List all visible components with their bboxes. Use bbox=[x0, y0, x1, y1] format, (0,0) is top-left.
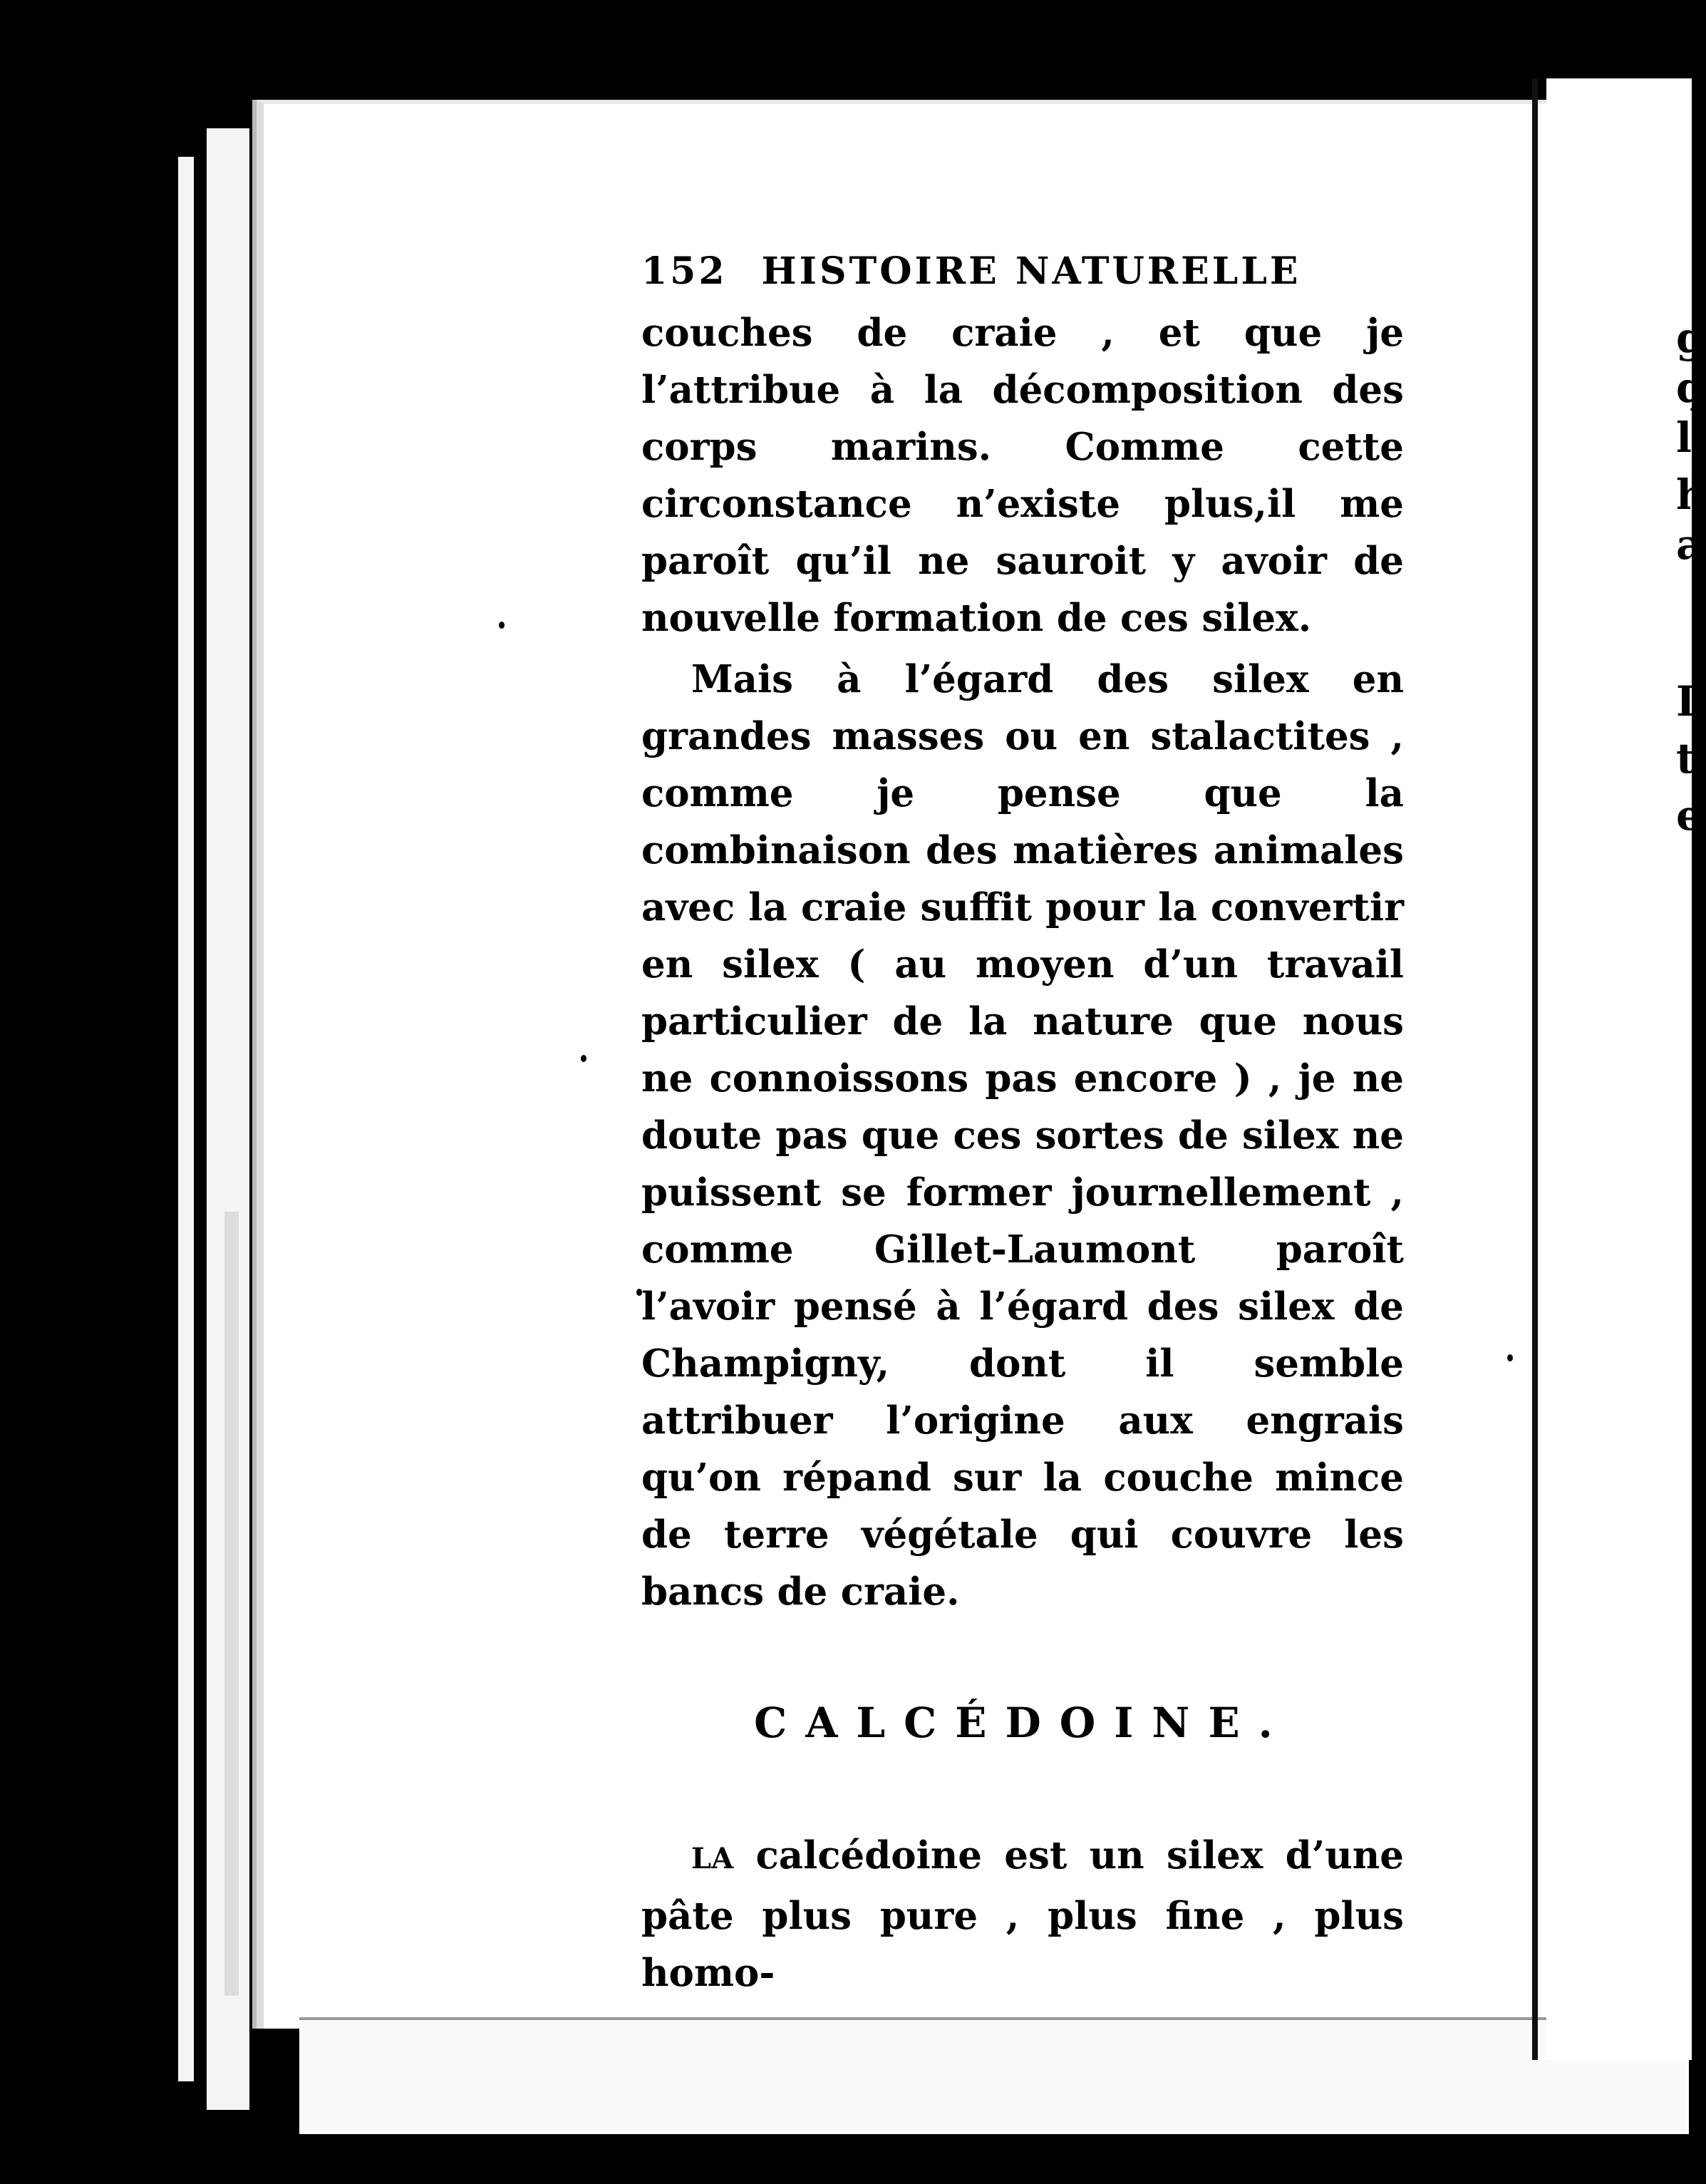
facing-page-fragment: h bbox=[1676, 470, 1706, 519]
paragraph-continued: couches de craie , et que je l’attribue à la décomposition des corps marins. Comme cette circonstance n’existe plus,il me paroît qu’il ne sauroit y avoir de nouvelle formation de ces silex. bbox=[641, 311, 1404, 640]
ink-speck bbox=[581, 1055, 586, 1062]
small-caps-opening: LA bbox=[691, 1842, 734, 1875]
ink-speck bbox=[499, 622, 505, 629]
running-head bbox=[641, 249, 1404, 293]
section-paragraph-text: calcédoine est un silex d’une pâte plus pure , plus fine , plus homo- bbox=[641, 1833, 1404, 1995]
facing-page bbox=[1546, 78, 1692, 2060]
ink-speck bbox=[1507, 1354, 1513, 1361]
facing-page-fragment: l bbox=[1676, 413, 1692, 462]
page-number: 152 bbox=[641, 249, 728, 293]
running-title: HISTOIRE NATURELLE bbox=[761, 249, 1301, 293]
page-text-block bbox=[641, 249, 1404, 2002]
facing-page-fragment: t bbox=[1676, 734, 1695, 783]
facing-page-fragment: q bbox=[1676, 364, 1705, 412]
page-bottom-edge bbox=[299, 2017, 1689, 2134]
facing-page-fragment: e bbox=[1676, 791, 1702, 840]
facing-page-fragment: g bbox=[1676, 314, 1705, 362]
book-gutter bbox=[1532, 78, 1538, 2060]
section-heading: CALCÉDOINE. bbox=[754, 1699, 1291, 1747]
page-edge bbox=[224, 1212, 239, 1996]
paragraph: Mais à l’égard des silex en grandes masses ou en stalactites , comme je pense que la combinaison des matières animales avec la craie suffit pour la convertir en silex ( au moyen d’un travail particulier de la nature que nous ne connoissons pas encore ) , je ne doute pas que ces sortes de silex ne puissent se former journellement , comme Gillet-Laumont paroît l’avoir pensé à l’égard des silex de Champigny, dont il semble attribuer l’origine aux engrais qu’on répand sur la couche mince de terre végétale qui couvre les bancs de craie. bbox=[641, 657, 1404, 1614]
section-paragraph bbox=[641, 1827, 1404, 2002]
facing-page-fragment: I bbox=[1676, 677, 1696, 726]
facing-page-fragment: a bbox=[1676, 520, 1703, 569]
page-edge bbox=[178, 157, 194, 2081]
